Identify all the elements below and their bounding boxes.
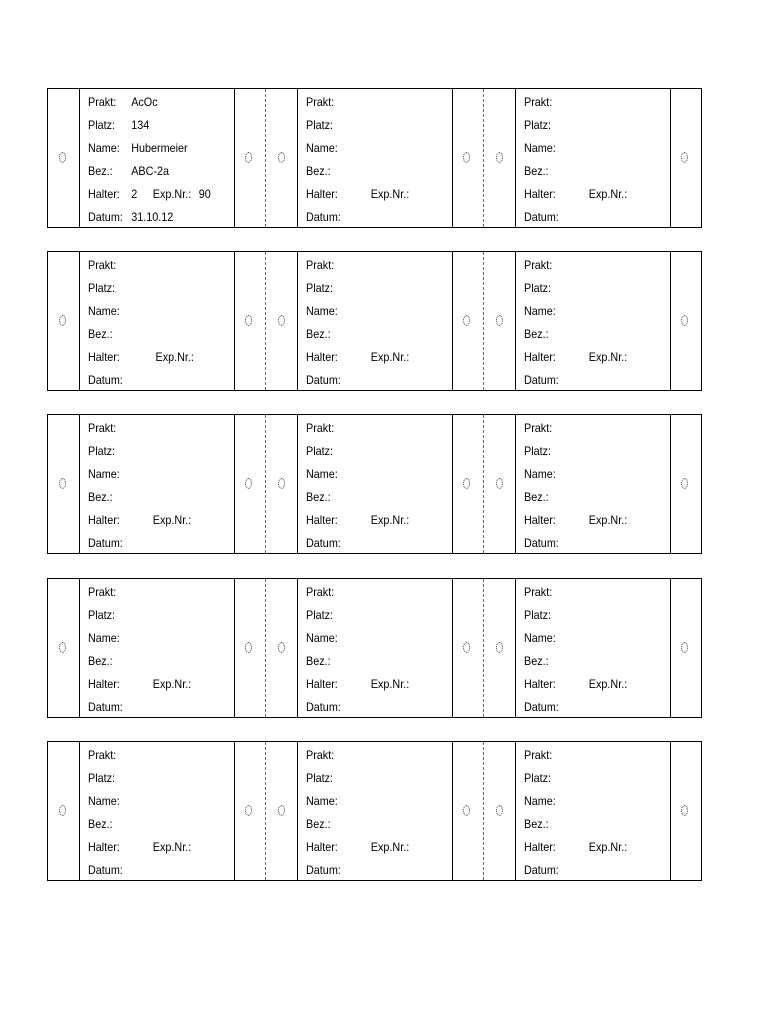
field-value: 31.10.12 [131,210,174,224]
field-prakt [88,585,116,599]
field-prakt [88,95,158,109]
field-label: Halter: [306,677,338,691]
field-label: Bez.: [524,327,549,341]
field-datum [306,536,341,550]
field-datum [524,700,559,714]
field-platz [306,444,333,458]
punch-hole-icon [496,152,503,163]
field-label: Bez.: [524,490,549,504]
field-label: Bez.: [524,164,549,178]
field-bez [88,654,113,668]
field-label: Bez.: [88,327,113,341]
field-platz [524,608,551,622]
perforation-line [483,89,484,227]
label-row [47,578,702,718]
field-halter [524,187,628,201]
field-halter [88,350,194,364]
panel-border [79,579,80,717]
field-label: Exp.Nr.: [370,513,410,527]
field-label: Datum: [88,700,123,714]
panel-border [234,415,235,553]
perforation-line [265,742,266,880]
field-name [524,467,556,481]
panel-border [297,579,298,717]
field-label: Prakt: [524,585,553,599]
field-label: Platz: [306,771,334,785]
label-row [47,741,702,881]
punch-hole-icon [463,478,470,489]
field-datum [306,863,341,877]
panel-border [79,742,80,880]
punch-hole-icon [245,315,252,326]
punch-hole-icon [245,478,252,489]
panel-border [297,742,298,880]
field-label: Bez.: [306,654,331,668]
row-border [701,742,702,880]
field-label: Platz: [524,281,552,295]
field-prakt [306,585,334,599]
field-label: Platz: [306,118,334,132]
panel-border [515,742,516,880]
panel-border [670,742,671,880]
punch-hole-icon [681,642,688,653]
panel-border [234,89,235,227]
field-label: Halter: [524,513,556,527]
field-label: Platz: [306,608,334,622]
field-label: Platz: [306,281,334,295]
perforation-line [265,415,266,553]
field-label: Datum: [88,373,123,387]
field-label: Halter: [88,513,120,527]
field-label: Datum: [524,700,559,714]
field-bez [306,490,331,504]
field-datum [306,373,341,387]
row-border [47,415,48,553]
punch-hole-icon [681,152,688,163]
field-bez [524,327,549,341]
field-label: Prakt: [306,258,335,272]
row-border [47,579,48,717]
field-label: Exp.Nr.: [370,350,410,364]
field-label: Platz: [88,281,116,295]
field-label: Name: [524,631,556,645]
field-label: Halter: [306,513,338,527]
field-datum [524,373,559,387]
field-label: Bez.: [306,817,331,831]
field-label: Halter: [524,350,556,364]
field-datum [524,863,559,877]
field-value: AcOc [131,95,158,109]
field-bez [88,817,113,831]
field-label: Name: [306,467,338,481]
field-label: Exp.Nr.: [152,513,192,527]
field-label: Exp.Nr.: [370,187,410,201]
field-label: Prakt: [88,748,117,762]
field-platz [88,771,115,785]
field-prakt [306,748,334,762]
field-label: Platz: [306,444,334,458]
field-platz [524,444,551,458]
field-label: Bez.: [306,164,331,178]
panel-border [515,252,516,390]
label-row [47,414,702,554]
field-prakt [524,258,552,272]
field-bez [306,654,331,668]
field-label: Prakt: [524,95,553,109]
field-platz [88,444,115,458]
field-name [306,467,338,481]
field-name [524,304,556,318]
panel-border [452,579,453,717]
perforation-line [483,742,484,880]
field-label: Halter: [88,677,120,691]
panel-border [79,89,80,227]
panel-border [297,415,298,553]
field-datum [88,210,174,224]
field-bez [306,164,331,178]
field-label: Platz: [88,444,116,458]
punch-hole-icon [59,152,66,163]
field-value: 2 [131,187,138,201]
panel-border [234,252,235,390]
field-label: Datum: [524,863,559,877]
field-halter [524,677,628,691]
field-halter [306,840,410,854]
field-bez [88,327,113,341]
field-bez [524,817,549,831]
field-halter [524,513,628,527]
field-label: Prakt: [306,95,335,109]
punch-hole-icon [245,642,252,653]
panel-border [79,415,80,553]
field-platz [88,281,115,295]
field-halter [306,677,410,691]
field-label: Halter: [88,840,120,854]
field-prakt [524,748,552,762]
field-platz [306,608,333,622]
field-bez [306,817,331,831]
field-label: Platz: [88,608,116,622]
field-label: Halter: [524,840,556,854]
punch-hole-icon [278,152,285,163]
field-label: Datum: [524,373,559,387]
field-name [88,631,120,645]
field-label: Name: [306,141,338,155]
panel-border [670,415,671,553]
field-label: Prakt: [88,258,117,272]
field-label: Datum: [524,210,559,224]
field-prakt [306,95,334,109]
field-label: Platz: [524,444,552,458]
punch-hole-icon [463,642,470,653]
field-label: Exp.Nr.: [370,677,410,691]
panel-border [234,579,235,717]
field-prakt [524,421,552,435]
field-label: Datum: [306,700,341,714]
field-platz [88,608,115,622]
punch-hole-icon [59,642,66,653]
field-prakt [524,95,552,109]
panel-border [452,742,453,880]
field-label: Prakt: [88,585,117,599]
panel-border [452,252,453,390]
field-halter [306,187,410,201]
perforation-line [265,252,266,390]
panel-border [670,89,671,227]
field-label: Datum: [88,863,123,877]
field-prakt [306,421,334,435]
field-label: Exp.Nr.: [152,187,192,201]
punch-hole-icon [278,642,285,653]
field-name [306,794,338,808]
punch-hole-icon [245,152,252,163]
punch-hole-icon [681,315,688,326]
field-label: Halter: [524,187,556,201]
field-label: Name: [88,794,120,808]
field-bez [88,490,113,504]
punch-hole-icon [496,642,503,653]
field-label: Exp.Nr.: [588,350,628,364]
field-name [88,794,120,808]
field-datum [306,210,341,224]
punch-hole-icon [245,805,252,816]
field-halter [524,350,628,364]
panel-border [515,579,516,717]
punch-hole-icon [278,805,285,816]
field-halter [88,513,192,527]
field-label: Datum: [306,373,341,387]
field-value: Hubermeier [131,141,188,155]
panel-border [670,579,671,717]
field-label: Halter: [524,677,556,691]
field-label: Bez.: [88,164,113,178]
field-platz [306,281,333,295]
field-label: Exp.Nr.: [370,840,410,854]
punch-hole-icon [681,805,688,816]
field-halter [306,513,410,527]
punch-hole-icon [681,478,688,489]
field-label: Bez.: [306,490,331,504]
field-prakt [88,748,116,762]
field-label: Bez.: [88,654,113,668]
field-datum [524,536,559,550]
field-halter [88,187,211,201]
punch-hole-icon [59,315,66,326]
perforation-line [483,579,484,717]
field-label: Halter: [306,187,338,201]
field-label: Exp.Nr.: [588,187,628,201]
field-platz [306,771,333,785]
punch-hole-icon [278,315,285,326]
field-datum [88,373,123,387]
field-label: Platz: [524,118,552,132]
row-border [701,579,702,717]
field-label: Bez.: [524,654,549,668]
field-prakt [306,258,334,272]
field-label: Prakt: [306,421,335,435]
field-label: Platz: [88,118,116,132]
field-label: Prakt: [88,95,117,109]
field-halter [306,350,410,364]
field-label: Bez.: [524,817,549,831]
field-label: Prakt: [524,421,553,435]
panel-border [79,252,80,390]
field-label: Exp.Nr.: [152,677,192,691]
panel-border [452,89,453,227]
field-prakt [524,585,552,599]
perforation-line [265,579,266,717]
field-name [88,141,188,155]
field-label: Name: [306,631,338,645]
field-datum [306,700,341,714]
row-border [47,89,48,227]
field-label: Datum: [306,210,341,224]
field-label: Datum: [88,536,123,550]
field-label: Name: [306,794,338,808]
field-bez [88,164,170,178]
field-label: Bez.: [306,327,331,341]
field-label: Exp.Nr.: [155,350,194,364]
field-label: Halter: [88,187,120,201]
field-label: Prakt: [88,421,117,435]
panel-border [452,415,453,553]
field-name [306,631,338,645]
field-halter [524,840,628,854]
label-row [47,88,702,228]
field-label: Exp.Nr.: [152,840,192,854]
field-datum [88,700,123,714]
punch-hole-icon [496,805,503,816]
field-value: 90 [198,187,211,201]
field-label: Bez.: [88,817,113,831]
punch-hole-icon [463,315,470,326]
field-label: Name: [88,631,120,645]
field-label: Name: [88,304,120,318]
punch-hole-icon [496,315,503,326]
punch-hole-icon [59,478,66,489]
panel-border [234,742,235,880]
punch-hole-icon [463,805,470,816]
punch-hole-icon [496,478,503,489]
row-border [47,742,48,880]
field-name [306,141,338,155]
field-platz [88,118,150,132]
field-label: Exp.Nr.: [588,840,628,854]
row-border [701,89,702,227]
punch-hole-icon [59,805,66,816]
field-label: Name: [524,467,556,481]
field-label: Prakt: [306,748,335,762]
panel-border [297,252,298,390]
field-label: Exp.Nr.: [588,513,628,527]
perforation-line [483,252,484,390]
panel-border [515,89,516,227]
field-datum [88,536,123,550]
field-bez [524,654,549,668]
row-border [701,252,702,390]
panel-border [515,415,516,553]
field-value: ABC-2a [131,164,170,178]
field-prakt [88,421,116,435]
field-label: Halter: [306,840,338,854]
field-halter [88,840,192,854]
field-name [88,467,120,481]
field-label: Prakt: [524,258,553,272]
field-label: Name: [524,141,556,155]
field-bez [524,164,549,178]
punch-hole-icon [463,152,470,163]
punch-hole-icon [278,478,285,489]
field-bez [306,327,331,341]
row-border [47,252,48,390]
field-name [306,304,338,318]
field-name [524,794,556,808]
field-label: Prakt: [306,585,335,599]
field-label: Name: [306,304,338,318]
row-border [701,415,702,553]
field-name [524,141,556,155]
field-label: Platz: [88,771,116,785]
panel-border [297,89,298,227]
field-prakt [88,258,116,272]
field-label: Platz: [524,608,552,622]
field-platz [306,118,333,132]
field-label: Name: [88,141,120,155]
field-label: Datum: [306,863,341,877]
perforation-line [265,89,266,227]
field-datum [88,863,123,877]
field-label: Bez.: [88,490,113,504]
field-datum [524,210,559,224]
field-value: 134 [131,118,150,132]
field-name [88,304,120,318]
field-bez [524,490,549,504]
field-label: Name: [524,794,556,808]
field-label: Datum: [88,210,123,224]
field-halter [88,677,192,691]
panel-border [670,252,671,390]
field-platz [524,118,551,132]
field-label: Halter: [88,350,120,364]
field-label: Platz: [524,771,552,785]
field-label: Name: [524,304,556,318]
field-label: Exp.Nr.: [588,677,628,691]
field-name [524,631,556,645]
field-label: Prakt: [524,748,553,762]
field-label: Halter: [306,350,338,364]
field-label: Datum: [524,536,559,550]
field-label: Name: [88,467,120,481]
perforation-line [483,415,484,553]
label-row [47,251,702,391]
field-platz [524,281,551,295]
field-platz [524,771,551,785]
field-label: Datum: [306,536,341,550]
